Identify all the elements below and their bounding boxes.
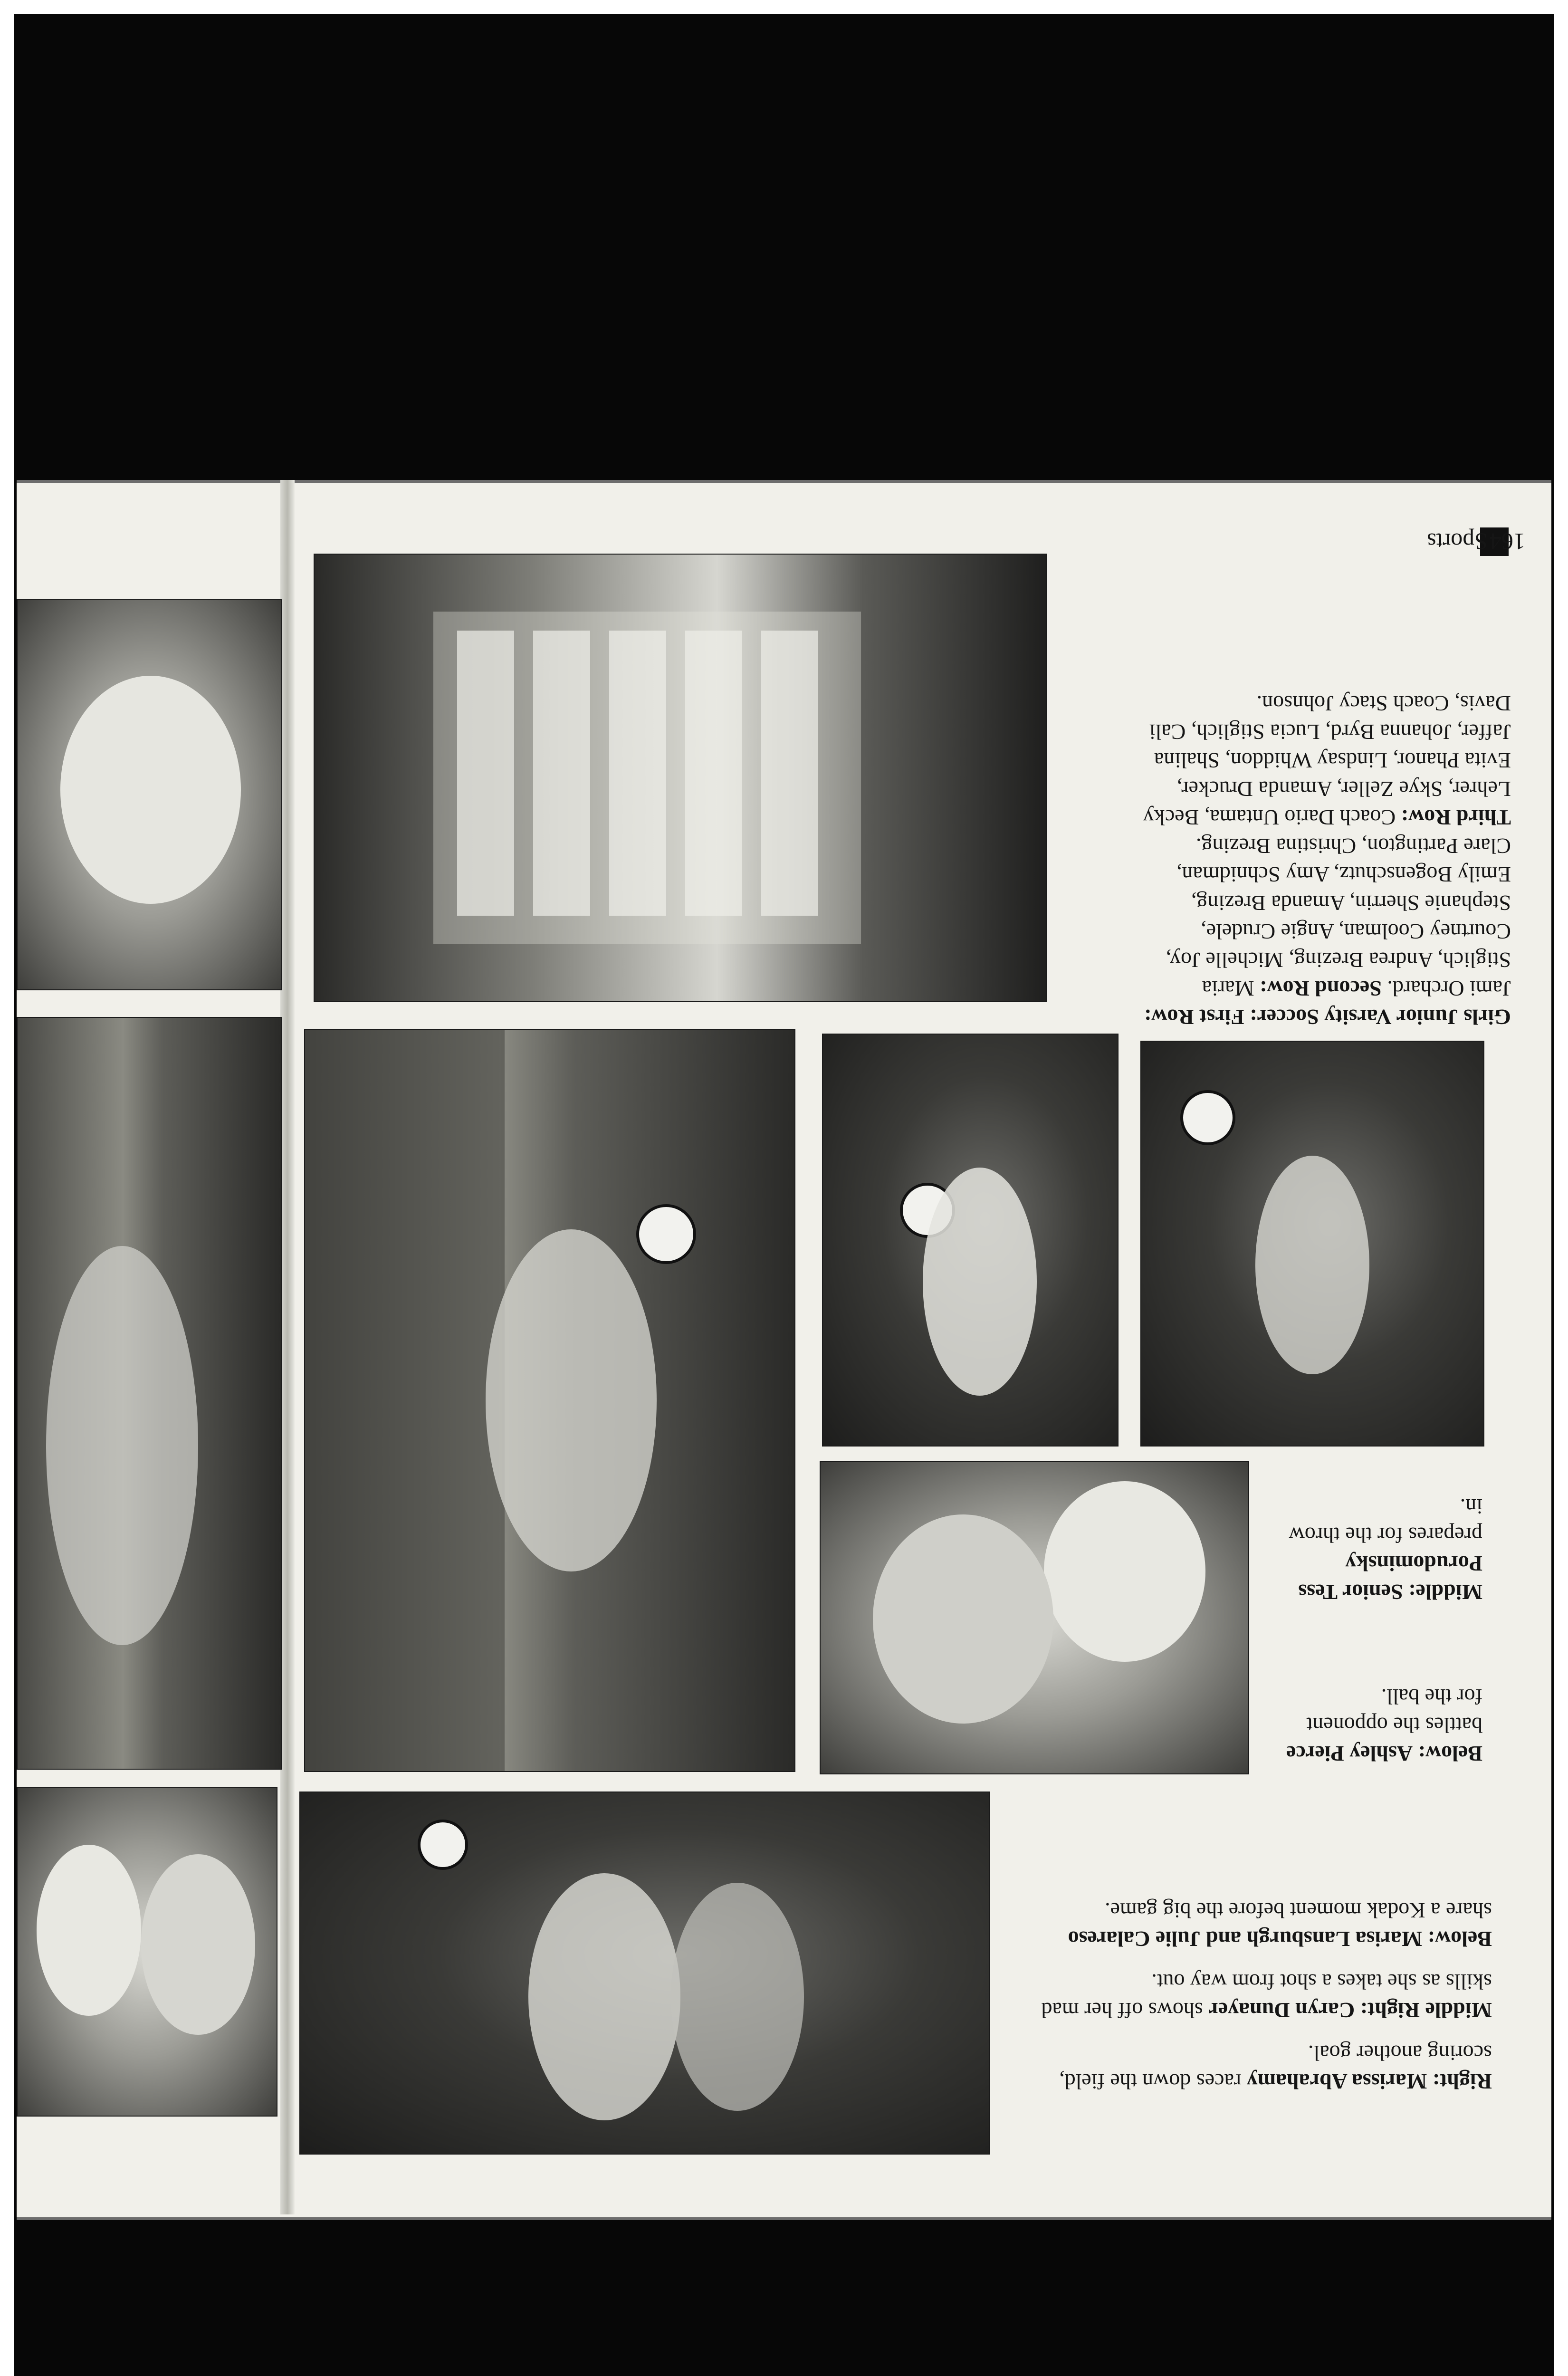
caption-middle-text: prepares for the throw in.: [1289, 1495, 1482, 1547]
facing-page-action-shapes: [18, 1018, 281, 1769]
caption-right-text: races down the field, scoring another goal.: [1059, 2041, 1492, 2094]
facing-page-group-shapes: [18, 1788, 277, 2116]
caption-below-name: Ashley Pierce: [1286, 1742, 1413, 1766]
third-row-label: Third Row:: [1401, 805, 1511, 830]
facing-page-portrait: [17, 599, 282, 990]
facing-page-action-photo: [17, 1017, 282, 1770]
action-photo-right-top-shapes: [1141, 1042, 1483, 1446]
caption-below2-label: Below:: [1427, 1927, 1492, 1951]
caption-middle-name: Senior Tess Porudominsky: [1298, 1552, 1482, 1604]
facing-page-portrait-shapes: [18, 600, 281, 989]
caption-right-name: Marissa Abrahamy: [1246, 2069, 1427, 2094]
team-photo: [314, 554, 1047, 1002]
caption-block-bottom: [1022, 1801, 1492, 2096]
caption-middle-right-text: shows off her mad skills as she takes a shot from way out.: [1041, 1970, 1492, 2022]
caption-below-kodak: [1022, 1896, 1492, 1953]
action-photo-bottom-shapes: [300, 1792, 989, 2154]
portrait-photo-smiling: [820, 1461, 1249, 1774]
caption-right: [1022, 2039, 1492, 2096]
page-folio: [1364, 523, 1525, 561]
action-photo-large-shapes: [305, 1030, 794, 1771]
first-row-label: First Row:: [1144, 1005, 1244, 1029]
second-row-names: Maria Stiglich, Andrea Brezing, Michelle Joy, Courtney Coolman, Angie Crudele, Stephanie Sherrin, Amanda Brezing, Emily Bogenschutz, Amy Schnidman, Clare Partington, Christina Brezing.: [1166, 834, 1511, 1001]
roster-caption: [1140, 670, 1511, 1031]
caption-middle-right: [1022, 1967, 1492, 2024]
action-photo-right-top: [1140, 1041, 1484, 1447]
caption-below-text: battles the opponent for the ball.: [1306, 1685, 1482, 1737]
caption-below-label: Below:: [1418, 1742, 1482, 1766]
third-row-names: Coach Dario Untama, Becky Lehrer, Skye Zeller, Amanda Drucker, Evita Phanor, Lindsay Whiddon, Shalina Jaffer, Johanna Byrd, Lucia Stiglich, Cali Davis, Coach Stacy Johnson.: [1143, 691, 1511, 830]
portrait-photo-shapes: [821, 1462, 1248, 1773]
action-photo-bottom: [299, 1792, 990, 2155]
page-number: 164: [1490, 528, 1525, 555]
action-photo-middle: [822, 1034, 1119, 1447]
caption-middle-right-name: Caryn Dunayer: [1208, 1998, 1355, 2022]
caption-right-label: Right:: [1432, 2069, 1492, 2094]
team-photo-shapes: [315, 555, 1046, 1001]
caption-middle: [1278, 1464, 1482, 1606]
action-photo-large: [304, 1029, 795, 1772]
first-row-names: Jami Orchard.: [1387, 977, 1511, 1001]
caption-middle-right-label: Middle Right:: [1360, 1998, 1492, 2022]
caption-below2-text: share a Kodak moment before the big game.: [1105, 1898, 1492, 1923]
roster-heading: Girls Junior Varsity Soccer:: [1250, 1005, 1511, 1029]
caption-below-ashley: [1278, 1616, 1482, 1768]
caption-middle-label: Middle:: [1408, 1580, 1482, 1604]
caption-below2-name: Marisa Lansburgh and Julie Calareso: [1068, 1927, 1423, 1951]
book-gutter: [280, 480, 295, 2214]
facing-page-group-photo: [17, 1787, 277, 2117]
second-row-label: Second Row:: [1260, 977, 1382, 1001]
action-photo-middle-shapes: [823, 1035, 1118, 1446]
page-section: Sports: [1427, 528, 1488, 555]
